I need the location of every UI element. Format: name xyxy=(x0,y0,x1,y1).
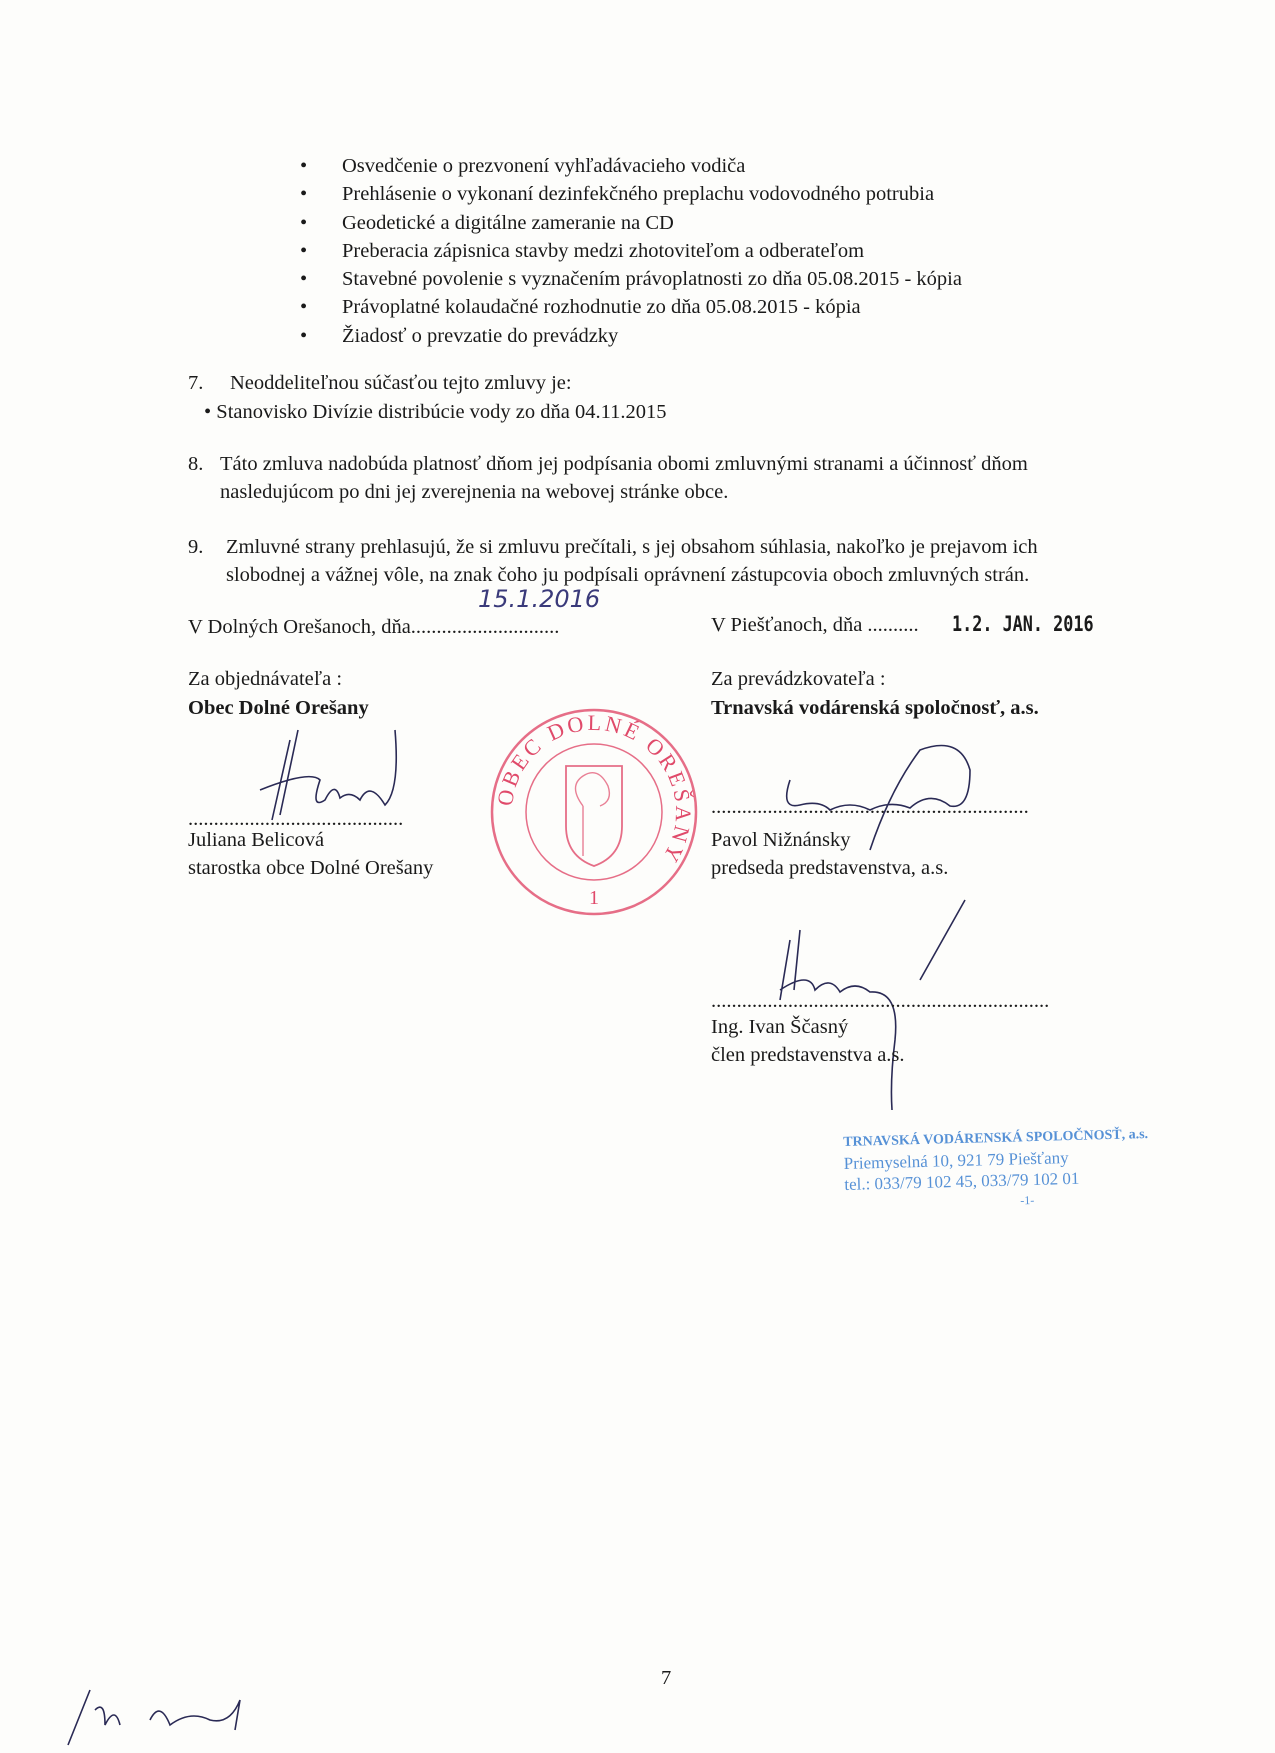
clause-9-line1: Zmluvné strany prehlasujú, že si zmluvu prečítali, s jej obsahom súhlasia, nakoľko je prejavom ich xyxy=(226,536,1038,558)
list-item: • Právoplatné kolaudačné rozhodnutie zo dňa 05.08.2015 - kópia xyxy=(300,293,962,321)
right-signature-line-2: .................................................................. xyxy=(711,990,1050,1012)
right-place-date: V Piešťanoch, dňa .......... xyxy=(711,614,919,636)
company-stamp-address: Priemyselná 10, 921 79 Piešťany xyxy=(843,1148,1069,1173)
attachments-list xyxy=(300,152,962,350)
right-signer-1-title: predseda predstavenstva, a.s. xyxy=(711,857,949,879)
seal-number: 1 xyxy=(589,887,599,909)
list-item: • Preberacia zápisnica stavby medzi zhotoviteľom a odberateľom xyxy=(300,237,962,265)
initials-signature xyxy=(60,1680,270,1750)
municipality-seal xyxy=(488,706,700,918)
clause-8-line1: Táto zmluva nadobúda platnosť dňom jej podpísania obomi zmluvnými stranami a účinnosť dňom xyxy=(220,453,1028,475)
clause-7-item: • Stanovisko Divízie distribúcie vody zo dňa 04.11.2015 xyxy=(204,401,667,423)
right-signer-2-name: Ing. Ivan Ščasný xyxy=(711,1016,849,1038)
list-item: • Stavebné povolenie s vyznačením právoplatnosti zo dňa 05.08.2015 - kópia xyxy=(300,265,962,293)
company-stamp-number: -1- xyxy=(1020,1193,1035,1208)
list-item: • Osvedčenie o prezvonení vyhľadávacieho vodiča xyxy=(300,152,962,180)
svg-text:OBEC DOLNÉ OREŠANY xyxy=(492,710,696,869)
clause-7-text: Neoddeliteľnou súčasťou tejto zmluvy je: xyxy=(230,372,572,394)
right-party: Trnavská vodárenská spoločnosť, a.s. xyxy=(711,697,1039,719)
right-signer-2-title: člen predstavenstva a.s. xyxy=(711,1044,905,1066)
company-stamp-name: TRNAVSKÁ VODÁRENSKÁ SPOLOČNOSŤ, a.s. xyxy=(843,1127,1149,1150)
clause-9-line2: slobodnej a vážnej vôle, na znak čoho ju podpísali oprávnení zástupcovia oboch zmluvných strán. xyxy=(226,564,1030,586)
left-place-date: V Dolných Orešanoch, dňa............................. xyxy=(188,616,560,638)
right-role: Za prevádzkovateľa : xyxy=(711,668,886,690)
right-signer-1-name: Pavol Nižnánsky xyxy=(711,829,851,851)
stamped-date: 1.2. JAN. 2016 xyxy=(952,612,1094,636)
clause-8-line2: nasledujúcom po dni jej zverejnenia na webovej stránke obce. xyxy=(220,481,729,503)
list-item: • Prehlásenie o vykonaní dezinfekčného preplachu vodovodného potrubia xyxy=(300,180,962,208)
handwritten-date: 15.1.2016 xyxy=(478,585,601,613)
seal-text: OBEC DOLNÉ OREŠANY xyxy=(491,709,697,869)
list-item: • Žiadosť o prevzatie do prevádzky xyxy=(300,322,962,350)
left-role: Za objednávateľa : xyxy=(188,668,343,690)
right-signature-line-1: .............................................................. xyxy=(711,796,1029,818)
company-stamp xyxy=(843,1124,1150,1216)
left-signature-line: .......................................... xyxy=(188,808,404,830)
clause-9-number: 9. xyxy=(188,536,204,558)
list-item: • Geodetické a digitálne zameranie na CD xyxy=(300,209,962,237)
left-signer-name: Juliana Belicová xyxy=(188,829,325,851)
page-number: 7 xyxy=(661,1667,672,1689)
clause-7-number: 7. xyxy=(188,372,204,394)
left-signer-title: starostka obce Dolné Orešany xyxy=(188,857,434,879)
company-stamp-phone: tel.: 033/79 102 45, 033/79 102 01 xyxy=(844,1168,1080,1194)
clause-8-number: 8. xyxy=(188,453,204,475)
left-party: Obec Dolné Orešany xyxy=(188,697,369,719)
